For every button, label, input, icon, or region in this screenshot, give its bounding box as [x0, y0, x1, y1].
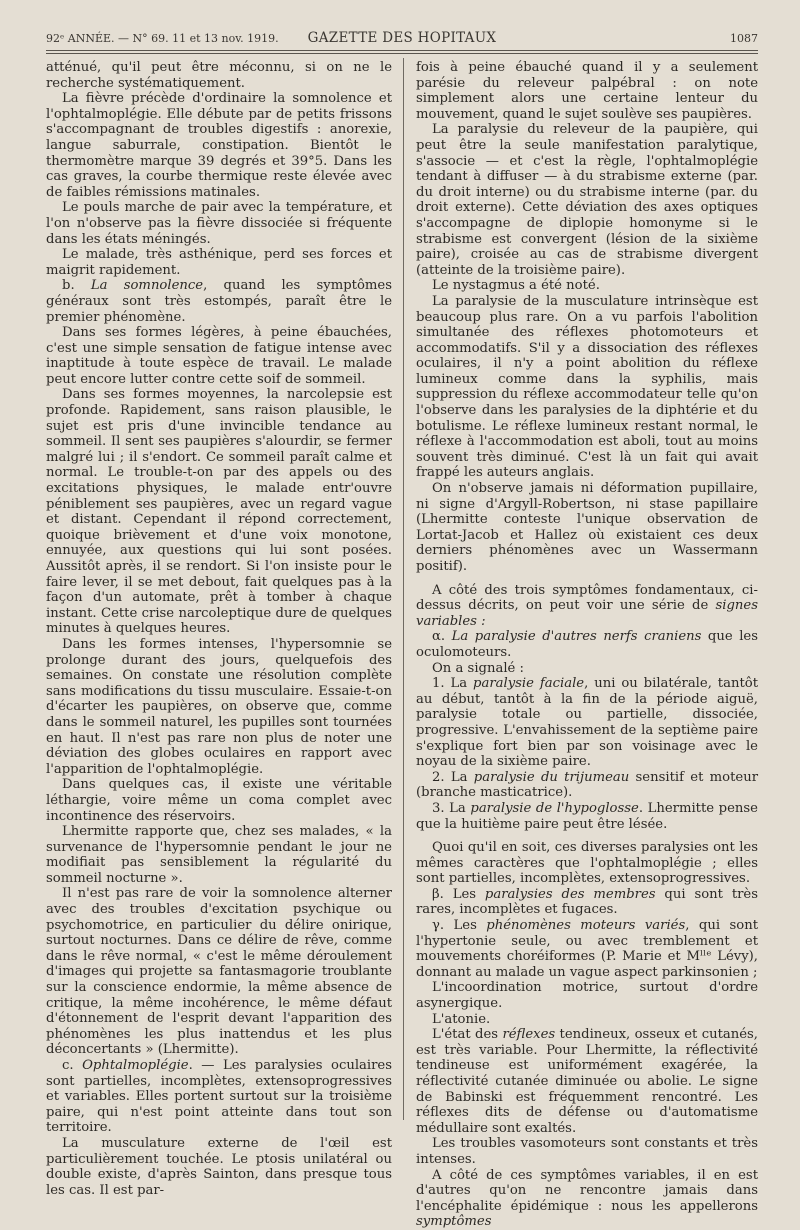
item-label: c. [62, 1058, 74, 1073]
item-label: γ. Les [432, 918, 487, 934]
left-column [46, 60, 392, 1198]
paragraph-text: A côté de ces symptômes variables, il en est d'autres qu'on ne rencontre jamais dans l'encéphalite épidémique : nous les appellerons [416, 1167, 758, 1214]
paragraph: Quoi qu'il en soit, ces diverses paralysies ont les mêmes caractères que l'ophtalmoplégie ; elles sont partielles, incomplètes, extensoprogressives. [416, 840, 758, 887]
paragraph-text: . Lhermitte pense que la huitième paire peut être lésée. [416, 800, 758, 832]
paragraph-text: sensitif et moteur (branche masticatrice). [416, 769, 758, 801]
emphasis: paralysie du trijumeau [473, 769, 630, 785]
paragraph-text: A côté des trois symptômes fondamentaux, ci-dessus décrits, on peut voir une série de [416, 582, 758, 614]
paragraph: Les troubles vasomoteurs sont constants et très intenses. [416, 1136, 758, 1167]
item-label: L'état des [432, 1027, 503, 1043]
paragraph [416, 1027, 758, 1136]
paragraph: Dans quelques cas, il existe une véritable léthargie, voire même un coma complet avec incontinence des réservoirs. [46, 777, 392, 824]
paragraph: On a signalé : [432, 660, 524, 676]
paragraph [416, 770, 758, 801]
emphasis: phénomènes moteurs variés [486, 918, 686, 934]
paragraph: Le nystagmus a été noté. [432, 278, 600, 294]
emphasis: réflexes [502, 1027, 556, 1043]
item-label: 3. La [432, 800, 471, 816]
paragraph [46, 278, 392, 325]
page-header [46, 30, 758, 50]
paragraph: La paralysie du releveur de la paupière, qui peut être la seule manifestation paralytique, s'associe — et c'est la règle, l'ophtalmoplégie tendant à diffuser — à du strabisme externe (par. du droit interne) ou du strabisme interne (par. du droit externe). Cette déviation des axes optiques s'accompagne de diplopie homonyme si le strabisme est convergent (lésion de la sixième paire), croisée au cas de strabisme divergent (atteinte de la troisième paire). [416, 122, 758, 278]
page-number: 1087 [730, 32, 758, 45]
paragraph: Dans ses formes moyennes, la narcolepsie est profonde. Rapidement, sans raison plausible, le sujet est pris d'une invincible tendance au sommeil. Il sent ses paupières s'alourdir, se fermer malgré lui ; il s'endort. Ce sommeil paraît calme et normal. Le trouble-t-on par des appels ou des excitations physiques, le malade entr'ouvre péniblement ses paupières, avec un regard vague et distant. Cependant il répond correctement, quoique brièvement et d'une voix monotone, ennuyée, aux questions qui lui sont posées. Aussitôt après, il se rendort. Si l'on insiste pour le faire lever, il se met debout, fait quelques pas à la façon d'un automate, prêt à tomber à chaque instant. Cette crise narcoleptique dure de quelques minutes à quelques heures. [46, 387, 392, 637]
emphasis: paralysie de l'hypoglosse [470, 800, 639, 816]
item-label: b. [62, 278, 75, 294]
section-heading: La somnolence [90, 278, 204, 294]
paragraph-text: , quand les symptômes généraux sont très estompés, paraît être le premier phénomène. [46, 278, 392, 325]
paragraph: Dans les formes intenses, l'hypersomnie se prolonge durant des jours, quelquefois des semaines. On constate une résolution complète sans modifications du tissu musculaire. Essaie-t-on d'écarter les paupières, on observe que, comme dans le sommeil naturel, les pupilles sont tournées en haut. Il n'est pas rare non plus de noter une déviation des globes oculaires en rapport avec l'apparition de l'ophtalmoplégie. [46, 636, 392, 777]
column-divider [403, 58, 404, 1120]
paragraph-text: tendineux, osseux et cutanés, est très variable. Pour Lhermitte, la réflectivité tendineuse est uniformément exagérée, la réflectivité cutanée diminuée ou abolie. Le signe de Babinski est fréquemment rencontré. Les réflexes dits de défense ou d'automatisme médullaire sont exaltés. [416, 1027, 758, 1136]
emphasis: paralysies des membres [484, 886, 656, 902]
paragraph: Il n'est pas rare de voir la somnolence alterner avec des troubles d'excitation psychique ou psychomotrice, en particulier du délire onirique, surtout nocturnes. Dans ce délire de rêve, comme dans le rêve normal, « c'est le même déroulement d'images qui projette sa fantasmagorie troublante sur la conscience endormie, la même absence de critique, la même incohérence, le même défaut d'étonnement de l'esprit devant l'apparition des phénomènes les plus inattendus et les plus déconcertants » (Lhermitte). [46, 886, 392, 1058]
issue-info: 92ᵉ ANNÉE. — N° 69. 11 et 13 nov. 1919. [46, 32, 279, 45]
emphasis: La paralysie d'autres nerfs craniens [451, 629, 702, 645]
item-label: 1. La [432, 676, 474, 692]
paragraph-text: que les oculomoteurs. [416, 629, 758, 660]
paragraph: Le malade, très asthénique, perd ses forces et maigrit rapidement. [46, 247, 392, 278]
right-column [416, 60, 759, 1230]
paragraph [46, 1058, 392, 1136]
header-rule [46, 50, 758, 51]
emphasis: signes variables : [416, 598, 758, 629]
item-label: β. Les [432, 886, 485, 902]
paragraph [416, 583, 758, 630]
paragraph: Le pouls marche de pair avec la température, et l'on n'observe pas la fièvre dissociée si fréquente dans les états méningés. [46, 200, 392, 247]
paragraph: On n'observe jamais ni déformation pupillaire, ni signe d'Argyll-Robertson, ni stase papillaire (Lhermitte conteste l'unique observation de Lortat-Jacob et Hallez où existaient ces deux derniers phénomènes avec un Wassermann positif). [416, 481, 758, 574]
paragraph: La paralysie de la musculature intrinsèque est beaucoup plus rare. On a vu parfois l'abolition simultanée des réflexes photomoteurs et accommodatifs. S'il y a dissociation des réflexes oculaires, il n'y a point abolition du réflexe lumineux comme dans la syphilis, mais suppression du réflexe accommodateur telle qu'on l'observe dans les paralysies de la diphtérie et du botulisme. Le réflexe lumineux restant normal, le réflexe à l'accommodation est aboli, tout au moins souvent très diminué. C'est là un fait qui avait frappé les auteurs anglais. [416, 293, 758, 481]
paragraph [416, 676, 758, 770]
section-heading: Ophtalmoplégie [82, 1058, 189, 1073]
paragraph: L'atonie. [432, 1011, 491, 1027]
paragraph-text: qui sont très rares, incomplètes et fugaces. [416, 886, 759, 918]
emphasis: paralysie faciale [473, 676, 585, 692]
header-rule-double [46, 53, 758, 54]
paragraph: fois à peine ébauché quand il y a seulement parésie du releveur palpébral : on note simplement alors une certaine lenteur du mouvement, quand le sujet soulève ses paupières. [416, 60, 758, 122]
paragraph: Dans ses formes légères, à peine ébauchées, c'est une simple sensation de fatigue intense avec inaptitude à toute espèce de travail. Le malade peut encore lutter contre cette soif de sommeil. [46, 325, 392, 387]
emphasis: symptômes [416, 1214, 492, 1230]
journal-title: GAZETTE DES HOPITAUX [307, 30, 497, 46]
paragraph [416, 918, 758, 980]
paragraph: La musculature externe de l'œil est particulièrement touchée. Le ptosis unilatéral ou double existe, d'après Sainton, dans presque tous les cas. Il est par- [46, 1135, 392, 1198]
paragraph: atténué, qu'il peut être méconnu, si on ne le recherche systématiquement. [46, 60, 392, 91]
paragraph [416, 629, 758, 660]
paragraph [416, 887, 758, 918]
paragraph: La fièvre précède d'ordinaire la somnolence et l'ophtalmoplégie. Elle débute par de petits frissons s'accompagnant de troubles digestifs : anorexie, langue saburrale, constipation. Bientôt le thermomètre marque 39 degrés et 39°5. Dans les cas graves, la courbe thermique reste élevée avec de faibles rémissions matinales. [46, 91, 392, 200]
paragraph-text: . — Les paralysies oculaires sont partielles, incomplètes, extensoprogressives et variables. Elles portent surtout sur la troisième paire, qui n'est point atteinte dans tout son territoire. [46, 1058, 392, 1136]
paragraph-text: , qui sont l'hypertonie seule, ou avec tremblement et mouvements choréiformes (P. Marie et Mˡˡᵉ Lévy), donnant au malade un vague aspect parkinsonien ; [416, 918, 758, 980]
paragraph: Lhermitte rapporte que, chez ses malades, « la survenance de l'hypersomnie pendant le jour ne modifiait pas sensiblement la régularité du sommeil nocturne ». [46, 824, 392, 886]
paragraph [416, 801, 758, 832]
paragraph-text: , uni ou bilatérale, tantôt au début, tantôt à la fin de la période aiguë, paralysie totale ou partielle, dissociée, progressive. L'envahissement de la septième paire s'explique fort bien par son voisinage avec le noyau de la sixième paire. [416, 676, 758, 770]
paragraph [416, 1168, 758, 1230]
paragraph: L'incoordination motrice, surtout d'ordre asynergique. [416, 980, 758, 1012]
item-label: α. [432, 629, 446, 645]
item-label: 2. La [432, 769, 474, 785]
